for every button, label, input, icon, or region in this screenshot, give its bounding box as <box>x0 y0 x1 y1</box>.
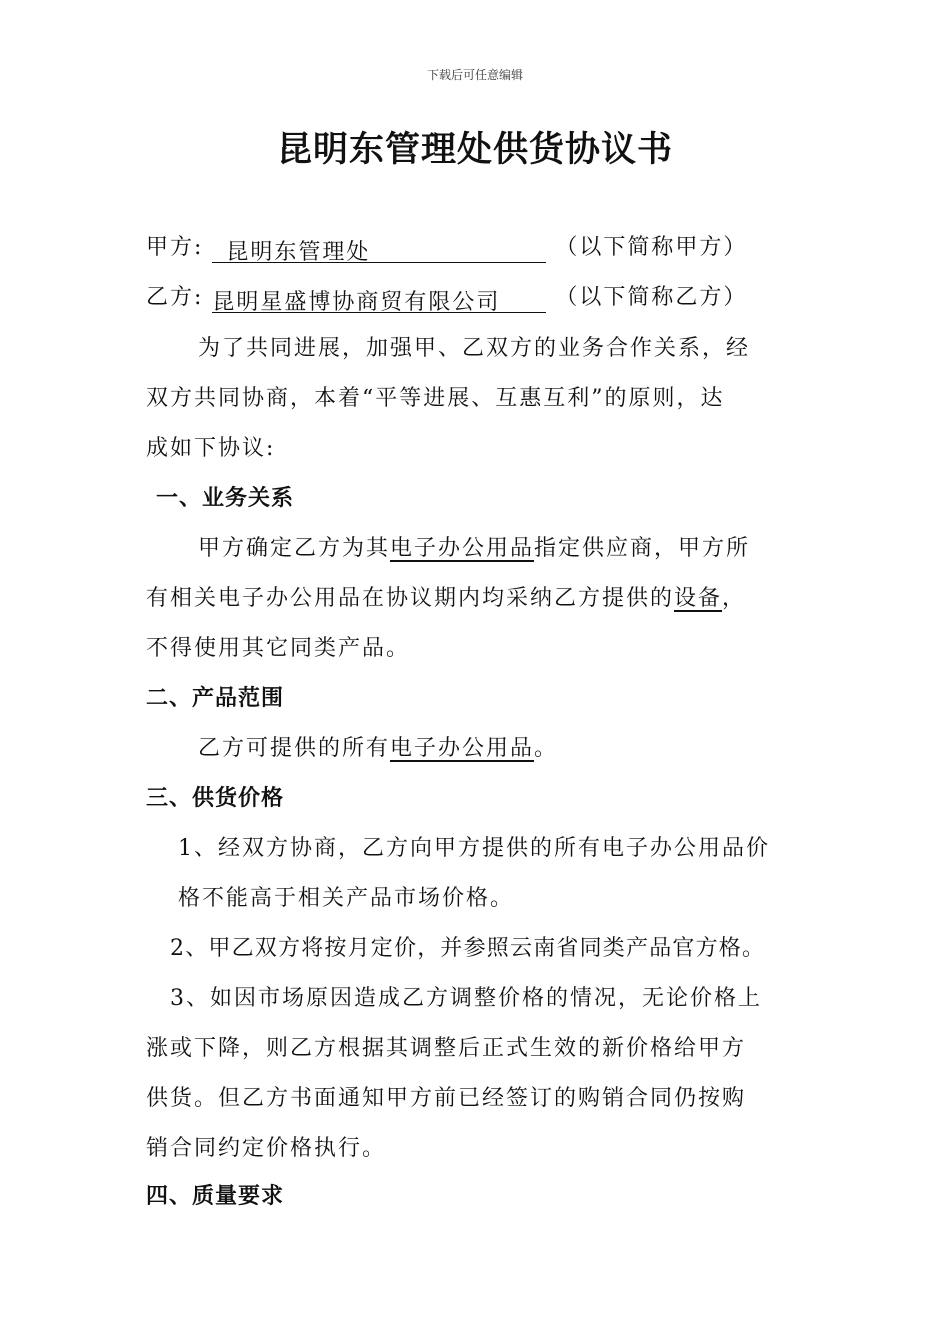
section-3-item-3-line-1: 3、如因市场原因造成乙方调整价格的情况，无论价格上 <box>170 986 762 1011</box>
intro-line-1: 为了共同进展，加强甲、乙双方的业务合作关系，经 <box>198 336 751 361</box>
section-2-line-1-pre: 乙方可提供的所有 <box>198 736 391 761</box>
party-a-label: 甲方: <box>146 235 204 260</box>
section-2-line-1-post: 。 <box>534 736 559 761</box>
header-note: 下载后可任意编辑 <box>426 68 523 82</box>
section-1-heading: 一、业务关系 <box>156 486 295 511</box>
section-1-line-1-pre: 甲方确定乙方为其 <box>198 536 391 561</box>
section-3-item-1-line-1: 1、经双方协商，乙方向甲方提供的所有电子办公用品价 <box>178 836 770 861</box>
party-b-label: 乙方: <box>146 285 204 310</box>
party-a-name: 昆明东管理处 <box>226 240 371 265</box>
intro-line-3: 成如下协议: <box>146 436 276 461</box>
section-1-line-1-post: 指定供应商，甲方所 <box>534 536 751 561</box>
section-1-line-2-post: ， <box>722 586 747 611</box>
section-2-line-1 <box>198 734 558 764</box>
section-3-item-1-line-2: 格不能高于相关产品市场价格。 <box>178 886 515 911</box>
section-1-line-2-pre: 有相关电子办公用品在协议期内均采纳乙方提供的 <box>146 586 675 611</box>
section-3-item-3-line-2: 涨或下降，则乙方根据其调整后正式生效的新价格给甲方 <box>146 1036 747 1061</box>
section-1-line-1 <box>198 534 750 564</box>
party-b-suffix: （以下简称乙方） <box>555 285 748 310</box>
party-a-suffix: （以下简称甲方） <box>555 235 748 260</box>
section-3-item-3-line-3: 供货。但乙方书面通知甲方前已经签订的购销合同仍按购 <box>146 1086 747 1111</box>
party-a-name-blank <box>212 238 546 263</box>
section-1-line-2-underlined: 设备 <box>674 586 723 611</box>
party-b-name-blank <box>212 288 546 313</box>
intro-line-2: 双方共同协商，本着“平等进展、互惠互利”的原则，达 <box>146 386 725 411</box>
party-a-line <box>146 233 747 263</box>
party-b-line <box>146 283 747 313</box>
section-1-line-1-underlined: 电子办公用品 <box>390 536 535 561</box>
party-b-name: 昆明星盛博协商贸有限公司 <box>212 290 501 315</box>
section-1-line-3: 不得使用其它同类产品。 <box>146 636 411 661</box>
section-3-heading: 三、供货价格 <box>146 786 285 811</box>
section-2-line-1-underlined: 电子办公用品 <box>390 736 535 761</box>
section-1-line-2 <box>146 584 746 614</box>
section-3-item-2: 2、甲乙双方将按月定价，并参照云南省同类产品官方格。 <box>170 936 766 961</box>
section-3-item-3-line-4: 销合同约定价格执行。 <box>146 1136 387 1161</box>
section-4-heading: 四、质量要求 <box>146 1184 285 1209</box>
document-title: 昆明东管理处供货协议书 <box>276 129 673 170</box>
section-2-heading: 二、产品范围 <box>146 686 285 711</box>
